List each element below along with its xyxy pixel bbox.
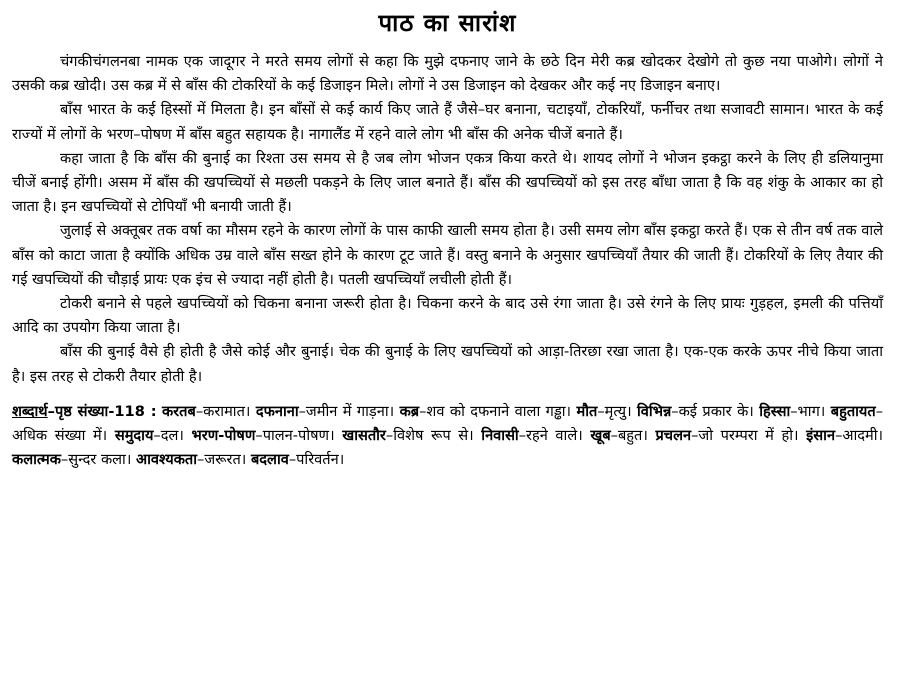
glossary-meaning: –जो परम्परा में हो। — [691, 426, 799, 444]
summary-paragraph-4: जुलाई से अक्तूबर तक वर्षा का मौसम रहने के कारण लोगों के पास काफी खाली समय होता है। उसी समय लोग बाँस इकट्ठा करते हैं। एक से तीन वर्ष तक वाले बाँस को काटा जाता है क्योंकि अधिक उम्र वाले बाँस सख्त होने के कारण टूट जाते हैं। वस्तु बनाने के अनुसार खपच्चियाँ तैयार की जाती हैं। टोकरियों के लिए तैयार की गई खपच्चियों की चौड़ाई प्रायः एक इंच से ज्यादा नहीं होती है। पतली खपच्चियाँ लचीली होती हैं। — [12, 222, 883, 288]
glossary-meaning: –करामात। — [195, 402, 251, 420]
glossary-meaning: –परिवर्तन। — [288, 450, 345, 468]
glossary-word: प्रचलन — [655, 426, 692, 444]
glossary-meaning: –पालन-पोषण। — [255, 426, 335, 444]
glossary-word: बदलाव — [250, 450, 289, 468]
glossary-word: मौत — [576, 402, 598, 420]
glossary-word: बहुतायत — [830, 402, 876, 420]
glossary-word: कलात्मक — [12, 450, 61, 468]
glossary-meaning: –बहुत। — [610, 426, 648, 444]
glossary-meaning: –विशेष रूप से। — [385, 426, 474, 444]
glossary-word: कब्र — [399, 402, 420, 420]
glossary-meaning: –शव को दफनाने वाला गड्ढा। — [419, 402, 572, 420]
summary-paragraph-6: बाँस की बुनाई वैसे ही होती है जैसे कोई और बुनाई। चेक की बुनाई के लिए खपच्चियों को आड़ा-तिरछा रखा जाता है। एक-एक करके ऊपर नीचे किया जाता है। इस तरह से टोकरी तैयार होती है। — [12, 343, 883, 385]
glossary-word: इंसान — [806, 426, 836, 444]
glossary-meaning: –दल। — [153, 426, 184, 444]
summary-paragraph-1: चंगकीचंगलनबा नामक एक जादूगर ने मरते समय लोगों से कहा कि मुझे दफनाए जाने के छठे दिन मेरी कब्र खोदकर देखोगे तो कुछ नया पाओगे। लोगों ने उसकी कब्र खोदी। उस कब्र में से बाँस की टोकरियों के कई डिजाइन मिले। लोगों ने उस डिजाइन को देखकर और कई नए डिजाइन बनाए। — [12, 53, 883, 95]
glossary-meaning: –भाग। — [790, 402, 826, 420]
glossary-word: विभिन्न — [637, 402, 672, 420]
glossary-word: खासतौर — [342, 426, 386, 444]
glossary-meaning: –कई प्रकार के। — [671, 402, 754, 420]
page-title: पाठ का सारांश — [378, 9, 517, 37]
glossary-meaning: –अधिक संख्या में। — [12, 402, 884, 444]
glossary — [12, 400, 883, 472]
glossary-word: आवश्यकता — [136, 450, 198, 468]
summary-paragraph-2: बाँस भारत के कई हिस्सों में मिलता है। इन बाँसों से कई कार्य किए जाते हैं जैसे–घर बनाना, चटाइयाँ, टोकरियाँ, फर्नीचर तथा सजावटी सामान। भारत के कई राज्यों में लोगों के भरण–पोषण में बाँस बहुत सहायक है। नागालैंड में रहने वाले लोग भी बाँस की अनेक चीजें बनाते हैं। — [12, 101, 883, 143]
summary-paragraph-3: कहा जाता है कि बाँस की बुनाई का रिश्ता उस समय से है जब लोग भोजन एकत्र किया करते थे। शायद लोगों ने भोजन इकट्ठा करने के लिए ही डलियानुमा चीजें बनाई होंगी। असम में बाँस की खपच्चियों से मछली पकड़ने के लिए जाल बनाते हैं। बाँस की खपच्चियों को इस तरह बाँधा जाता है कि वह शंकु के आकार का हो जाता है। इन खपच्चियों से टोपियाँ भी बनायी जाती हैं। — [12, 149, 883, 216]
glossary-word: निवासी — [481, 426, 519, 444]
glossary-word: करतब — [161, 402, 196, 420]
glossary-word: दफनाना — [255, 402, 299, 420]
glossary-meaning: –आदमी। — [835, 426, 884, 444]
glossary-heading: शब्दार्थ — [12, 402, 48, 420]
glossary-word: समुदाय — [114, 426, 154, 444]
glossary-meaning: –सुन्दर कला। — [60, 450, 132, 468]
glossary-word: हिस्सा — [759, 402, 791, 420]
glossary-word: खूब — [590, 426, 611, 444]
glossary-meaning: –जरूरत। — [197, 450, 247, 468]
glossary-meaning: –मृत्यु। — [597, 402, 632, 420]
glossary-meaning: –रहने वाले। — [518, 426, 583, 444]
summary-paragraph-5: टोकरी बनाने से पहले खपच्चियों को चिकना बनाना जरूरी होता है। चिकना करने के बाद उसे रंगा जाता है। उसे रंगने के लिए प्रायः गुड़हल, इमली की पत्तियाँ आदि का उपयोग किया जाता है। — [12, 295, 883, 337]
glossary-word: भरण-पोषण — [191, 426, 256, 444]
glossary-page-ref: –पृष्ठ संख्या-118 : — [47, 402, 157, 420]
glossary-meaning: –जमीन में गाड़ना। — [298, 402, 395, 420]
